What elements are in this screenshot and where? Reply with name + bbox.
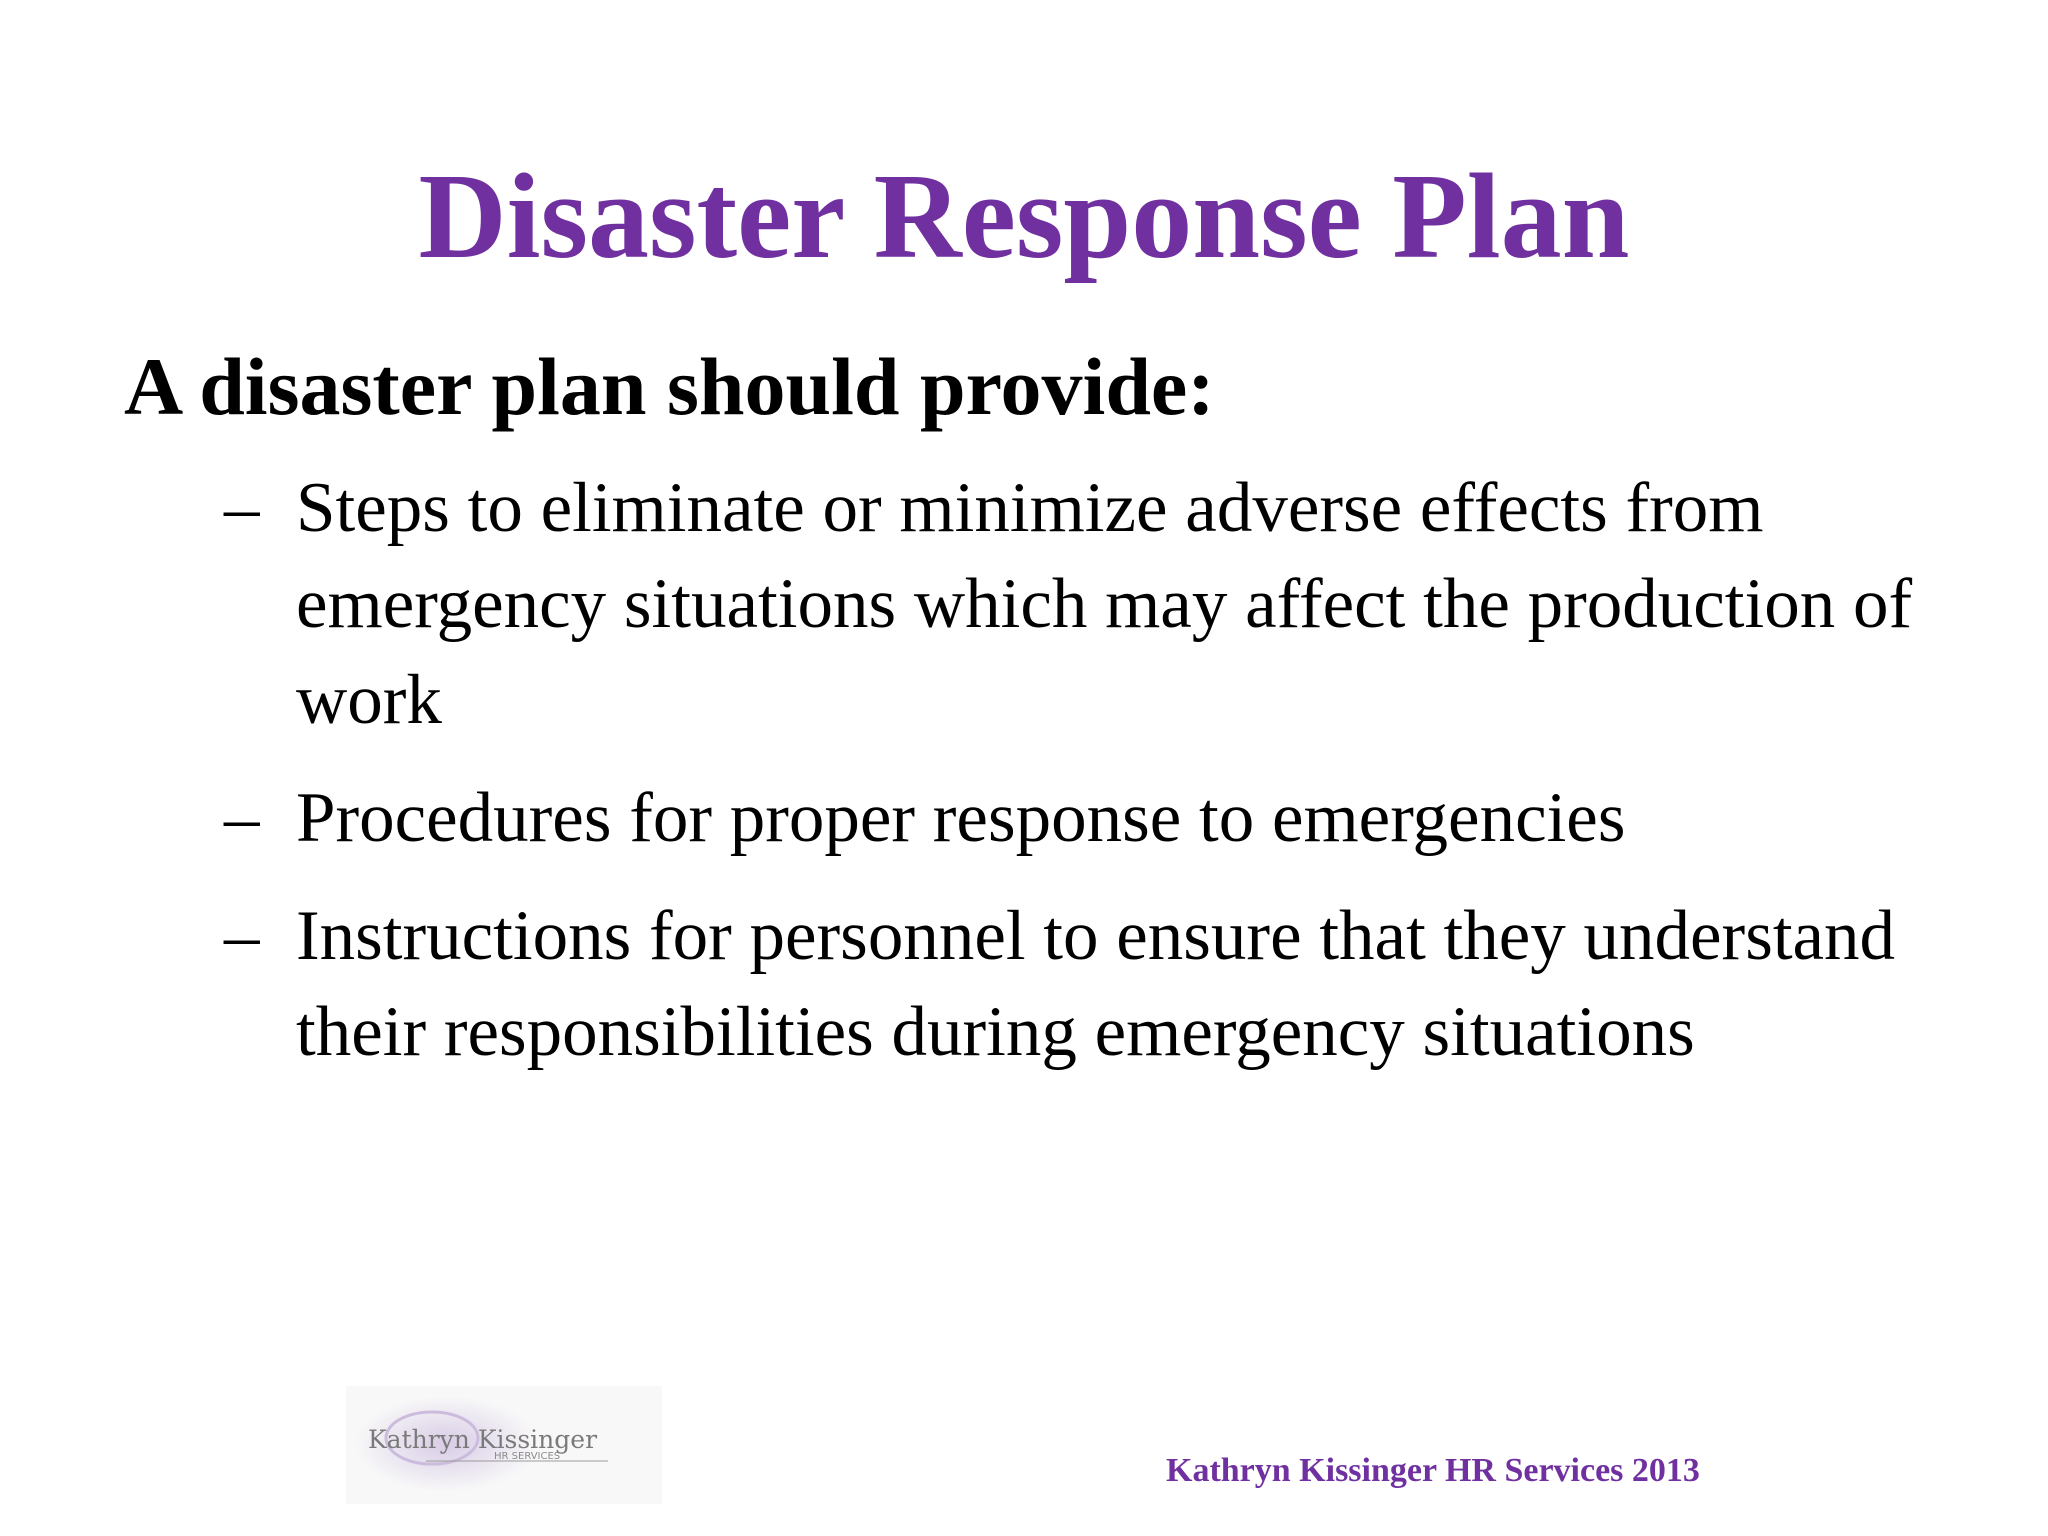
bullet-list bbox=[224, 460, 2014, 1102]
bullet-dash: – bbox=[224, 779, 260, 857]
footer-credit: Kathryn Kissinger HR Services 2013 bbox=[1166, 1452, 1700, 1489]
company-logo bbox=[346, 1386, 662, 1504]
bullet-text: Instructions for personnel to ensure that they understand their responsibilities during emergency situations bbox=[296, 897, 1896, 1071]
intro-heading: A disaster plan should provide: bbox=[124, 341, 1215, 432]
bullet-item bbox=[224, 888, 2014, 1080]
logo-graphic bbox=[346, 1386, 662, 1504]
logo-subtitle: HR SERVICES bbox=[494, 1451, 561, 1462]
bullet-item bbox=[224, 770, 2014, 866]
bullet-dash: – bbox=[224, 897, 260, 975]
slide-title: Disaster Response Plan bbox=[418, 149, 1630, 284]
bullet-text: Steps to eliminate or minimize adverse effects from emergency situations which may affect the production of work bbox=[296, 469, 1913, 739]
bullet-item bbox=[224, 460, 2014, 748]
bullet-dash: – bbox=[224, 469, 260, 547]
bullet-text: Procedures for proper response to emergencies bbox=[296, 779, 1626, 857]
logo-name: Kathryn Kissinger bbox=[368, 1425, 598, 1454]
